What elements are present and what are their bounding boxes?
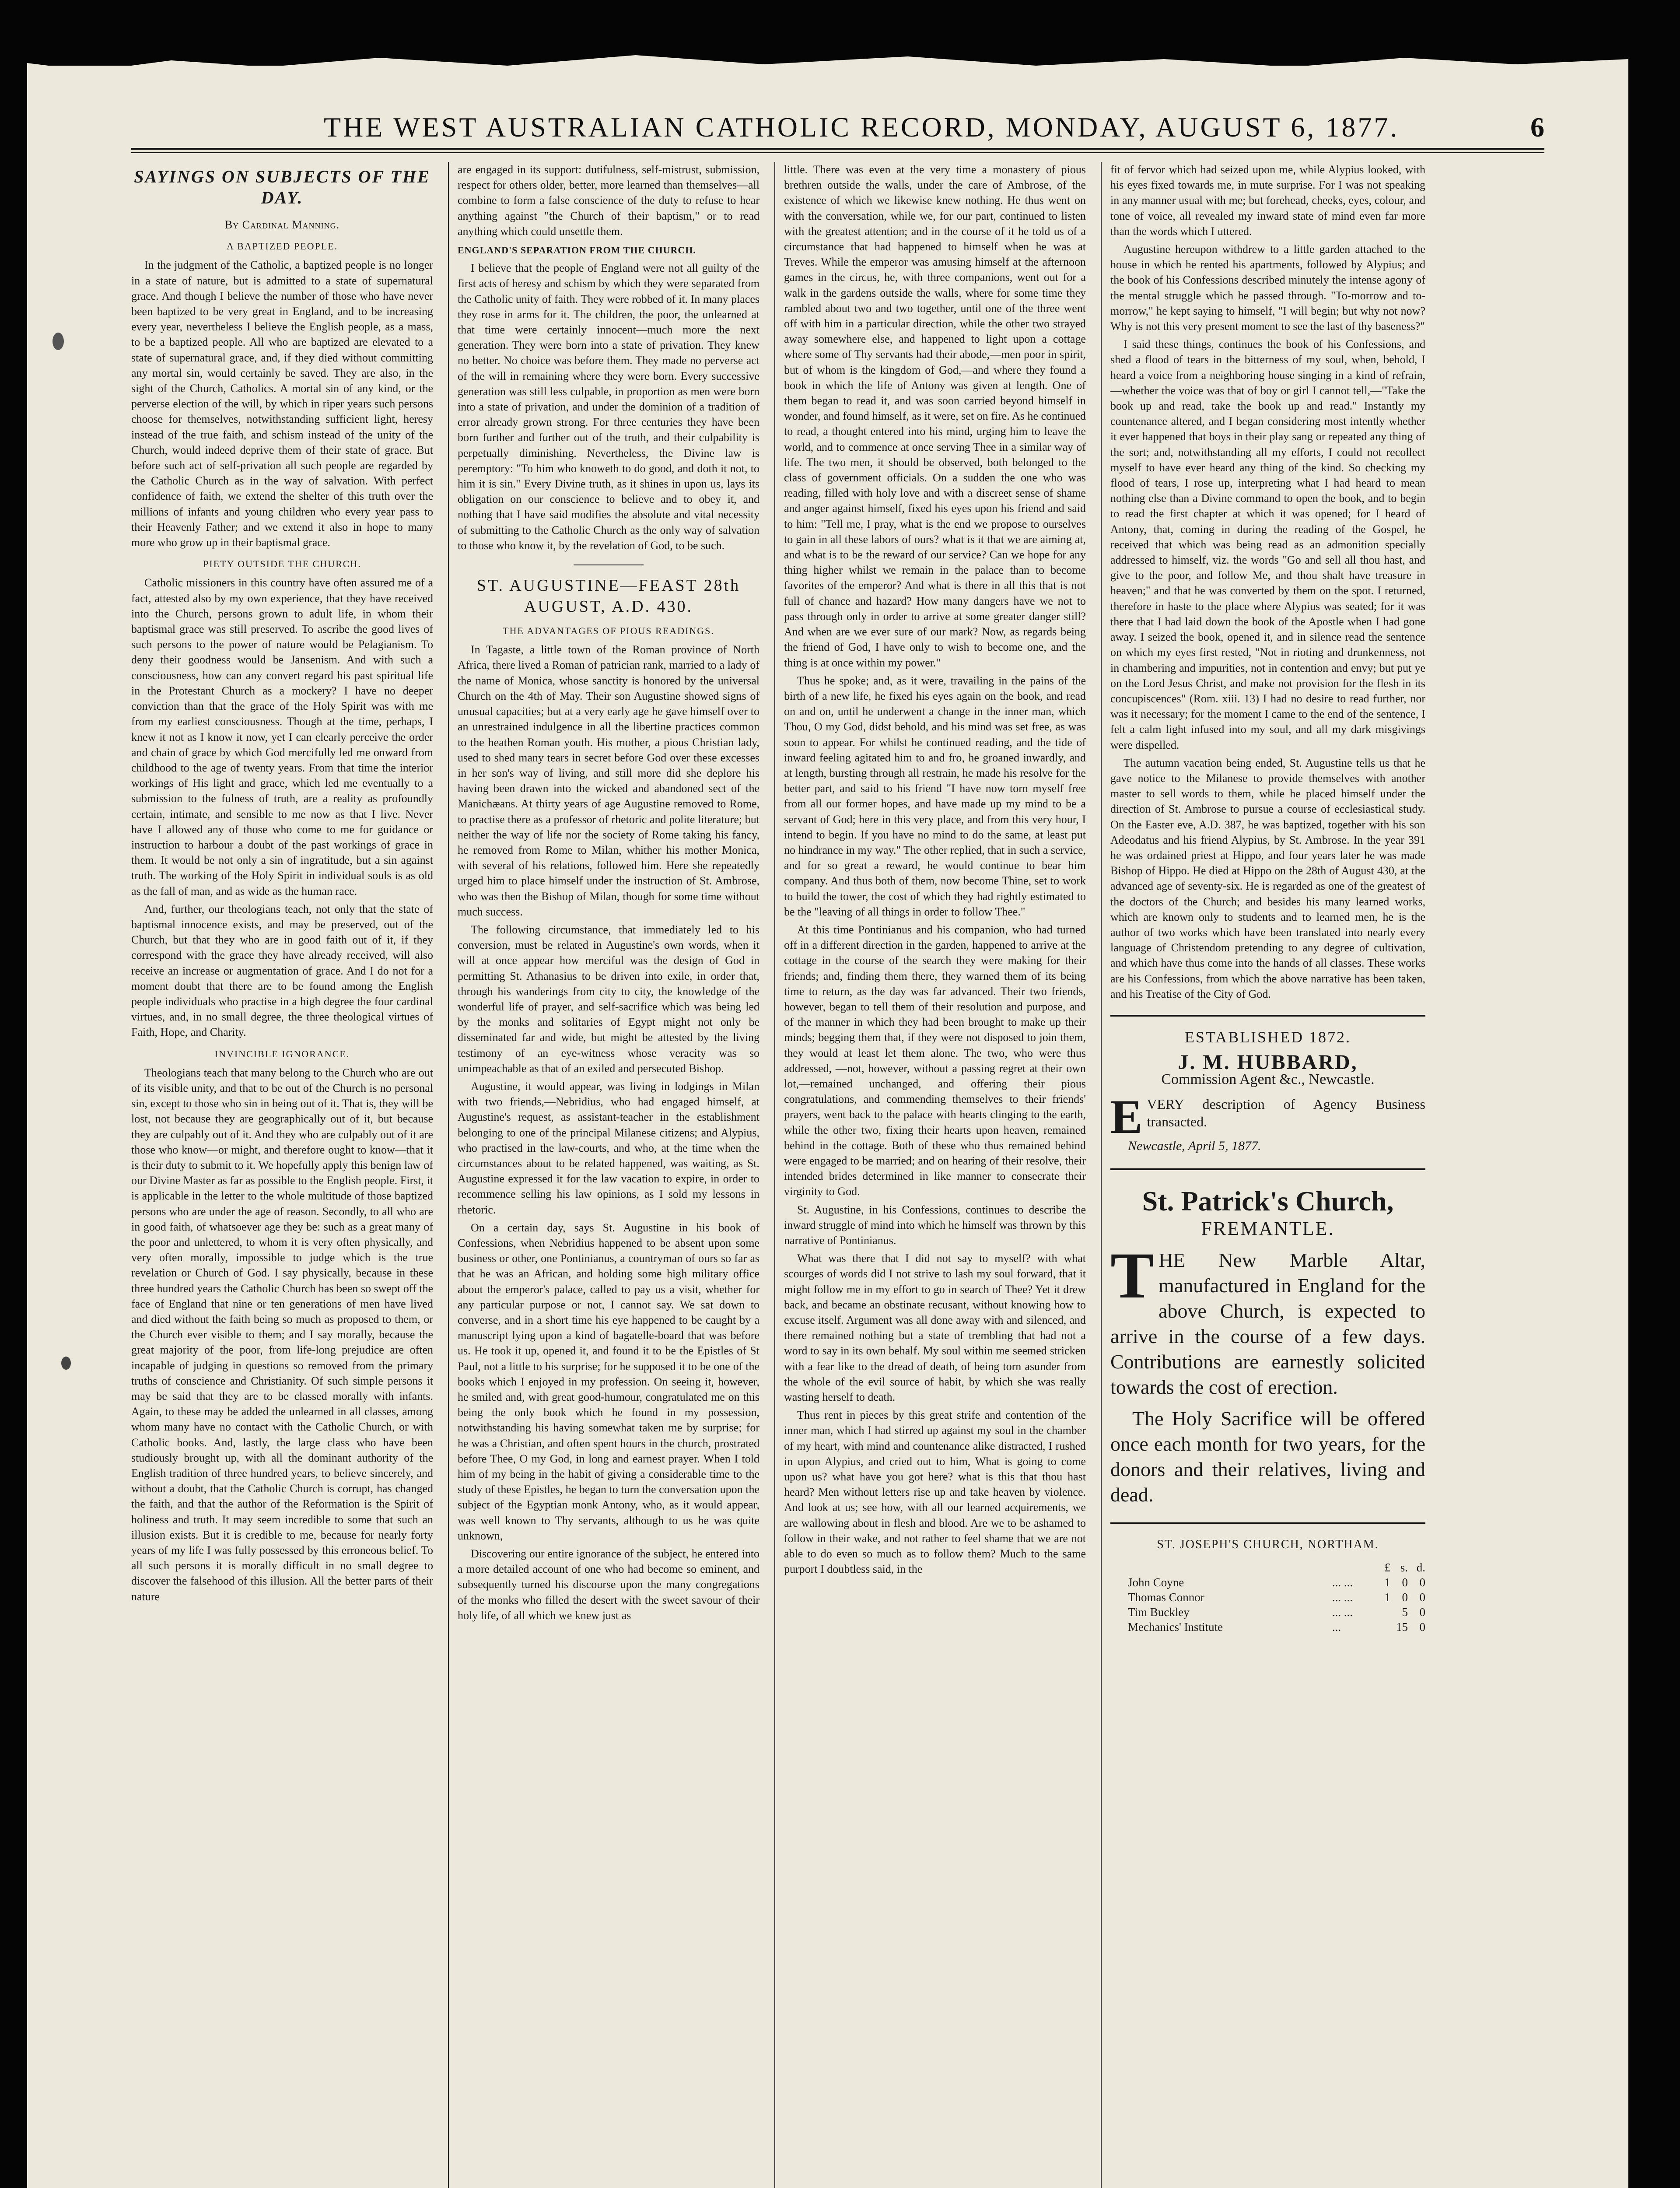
paragraph: In the judgment of the Catholic, a baptized people is no longer in a state of nature, but is admitted to a state of supernatural grace. And though I believe the number of those who have never been baptized to be very great in England, and to be increasing every year, nevertheless I believe the English people, as a mass, to be a baptized people. All who are baptized are elevated to a state of supernatural grace, and, if they died without committing any mortal sin, would certainly be saved. They are also, in the sight of the Church, Catholics. A mortal sin of any kind, or the perverse election of the will, by which in riper years such persons choose for themselves, notwithstanding sufficient light, heresy instead of the true faith, and schism instead of the unity of the Church, would indeed deprive them of their state of grace. But before such act of self-privation all such people are regarded by the Catholic Church as in the way of salvation. With perfect confidence of faith, we extend the shelter of this truth over the millions of infants and young children who every year pass to their Heavenly Father; and we extend it also in hope to many more who grow up in their baptismal grace.: [131, 259, 433, 549]
page-number: 6: [1530, 112, 1544, 143]
drop-cap: T: [1110, 1239, 1155, 1312]
advert-name: J. M. HUBBARD,: [1178, 1051, 1358, 1074]
article-heading: ST. AUGUSTINE—FEAST 28th AUGUST, A.D. 430.: [476, 576, 741, 616]
paragraph: Catholic missioners in this country have often assured me of a fact, attested also by my own experience, that they have received into the Church, persons grown to adult life, in whom their baptismal grace was still preserved. To ascribe the good lives of such persons to the power of nature would be Pelagianism. To deny their goodness would be Jansenism. And with such a consciousness, how can any convert regard his past spiritual life in the Protestant Church as a mockery? I have no deeper conviction than that the grace of the Holy Spirit was with me from my earliest consciousness. Though at the time, perhaps, I knew it not as I know it now, yet I can clearly perceive the order and chain of grace by which God mercifully led me onward from childhood to the age of twenty years. From that time the interior workings of His light and grace, which led me eventually to a submission to the fulness of truth, are a reality as profoundly certain, intimate, and sensible to me now as that I live. Never have I allowed any of those who come to me for guidance or instruction to harbour a doubt of the past workings of grace in them. It would be not only a sin of ingratitude, but a sin against truth. The working of the Holy Spirit in individual souls is as old as the fall of man, and as wide as the human race.: [131, 576, 433, 898]
section-title: INVINCIBLE IGNORANCE.: [214, 1048, 350, 1059]
section-title: PIETY OUTSIDE THE CHURCH.: [203, 558, 361, 570]
masthead-title: THE WEST AUSTRALIAN CATHOLIC RECORD, MONDAY, AUGUST 6, 1877.: [324, 112, 1400, 143]
paragraph: Discovering our entire ignorance of the subject, he entered into a more detailed account of one who had become so eminent, and subsequently turned his discourse upon the many congregations of the monks who filled the desert with the sweet savour of their holy life, of all which we knew just as: [458, 1547, 760, 1622]
masthead: [131, 105, 1544, 153]
byline: By Cardinal Manning.: [224, 218, 340, 231]
advert-trade: Commission Agent &c., Newcastle.: [1161, 1071, 1375, 1088]
paragraph: I believe that the people of England were not all guilty of the first acts of heresy and schism by which they were separated from the Catholic unity of faith. They were robbed of it. In many places they rose in arms for it. The children, the poor, the unlearned at that time were certainly innocent—much more the next generation. They were born into a state of privation. They knew no better. No choice was before them. They made no perverse act of the will in remaining where they were born. Every successive generation was still less culpable, in proportion as men were born into a state of privation, and under the dominion of a tradition of error already grown strong. For three centuries they have been born further and further out of the truth, and their culpability is perpetually diminishing. Nevertheless, the Divine law is peremptory: "To him who knoweth to do good, and doth it not, to him it is sin." Every Divine truth, as it shines in upon us, lays its obligation on our conscience to believe and to obey it, and nothing that I have said modifies the absolute and vital necessity of submitting to the Catholic Church as the only way of salvation to those who know it, by the revelation of God, to be such.: [458, 262, 760, 552]
paragraph: What was there that I did not say to myself? with what scourges of words did I not strive to lash my soul forward, that it might follow me in my effort to go in search of Thee? Yet it drew back, and became an obstinate recusant, without knowing how to excuse itself. Argument was all done away with and silenced, and there remained nothing but a state of trembling that had not a word to say in its own behalf. My soul within me seemed stricken with a fear like to the dread of death, of being torn asunder from the whole of the evil source of habit, by which she was really wasting herself to death.: [784, 1252, 1086, 1404]
advert-rule: [1110, 1168, 1425, 1170]
column-1: [131, 162, 433, 2188]
table-row: Mechanics' Institute ... 15 0: [1128, 1620, 1425, 1634]
paragraph: The autumn vacation being ended, St. Augustine tells us that he gave notice to the Milanese to provide themselves with another master to sell words to them, while he placed himself under the direction of St. Ambrose to pursue a course of ecclesiastical study. On the Easter eve, A.D. 387, he was baptized, together with his son Adeodatus and his friend Alypius, by St. Ambrose. In the year 391 he was ordained priest at Hippo, and four years later he was made Bishop of Hippo. He died at Hippo on the 28th of August 430, at the advanced age of seventy-six. He is regarded as one of the greatest of the doctors of the Church; and besides his many learned works, which are known only to students and to learned men, he is the author of two works which have been translated into nearly every language of Christendom pretending to any degree of cultivation, and which have thus come into the hands of all classes. These works are his Confessions, from which the above narrative has been taken, and his Treatise of the City of God.: [1110, 756, 1425, 1000]
column-divider: [448, 162, 449, 2188]
church-text-2: The Holy Sacrifice will be offered once each month for two years, for the donors and their relatives, living and dead.: [1110, 1407, 1425, 1506]
paragraph: On a certain day, says St. Augustine in his book of Confessions, when Nebridius happened to be absent upon some business or other, one Pontinianus, a countryman of ours so far as that he was an African, and holding some high military office about the emperor's palace, called to pay us a visit, whether for any particular purpose or not, I cannot say. We sat down to converse, and in a short time his eye happened to be caught by a manuscript lying upon a kind of bagatelle-board that was before us. He took it up, opened it, and found it to be the Epistles of St Paul, not a little to his surprise; for he supposed it to be one of the books which I enjoyed in my profession. On seeing it, however, he smiled and, with great good-humour, congratulated me on this being the only book which he found in my possession, notwithstanding his having somewhat taken me by surprise; for he was a Christian, and often spent hours in the church, prostrated before Thee, O my God, in long and earnest prayer. When I told him of my being in the habit of giving a considerable time to the study of these Epistles, he began to turn the conversation upon the subject of the Egyptian monk Antony, who, as it would appear, was well known to Thy servants, although to us he was quite unknown,: [458, 1221, 760, 1542]
advert-dateline: Newcastle, April 5, 1877.: [1128, 1138, 1261, 1153]
paragraph: At this time Pontinianus and his companion, who had turned off in a different direction in the garden, happened to arrive at the cottage in the course of the search they were making for their friends; and, finding them there, they warned them of its being time to return, as the day was far advanced. Their two friends, however, began to tell them of their resolution and purpose, and of the manner in which they had been brought to make up their minds; begging them that, if they were not disposed to join them, they would at least let them alone. The two, who were thus addressed, —not, however, without a passing regret at their own lot,—remained unchanged, and offering their pious congratulations, and commending themselves to their friends' prayers, went back to the palace with hearts clinging to the earth, while the other two, fixing their hearts upon heaven, remained behind in the cottage. Both of these who thus remained behind were engaged to be married; and on hearing of their resolve, their intended brides determined in like manner to consecrate their virginity to God.: [784, 923, 1086, 1198]
column-3: [784, 162, 1086, 2188]
church-text: HE New Marble Altar, manufactured in England for the above Church, is expected to arrive in the course of a few days. Contributions are earnestly solicited towards the cost of erection.: [1110, 1248, 1425, 1398]
ink-speck: [52, 333, 64, 350]
section-title: A BAPTIZED PEOPLE.: [226, 241, 338, 252]
column-4: [1110, 162, 1425, 2188]
paragraph: are engaged in its support: dutifulness, self-mistrust, submission, respect for others older, better, more learned than themselves—all combine to form a false conscience of the duty to refuse to hear anything against "the Church of their baptism," or to read anything which could unsettle them.: [458, 163, 760, 238]
church-notice: [1110, 1239, 1425, 1400]
section-title: ENGLAND'S SEPARATION FROM THE CHURCH.: [458, 245, 696, 256]
st-patricks-advert: [1110, 1185, 1425, 1508]
paragraph: Thus he spoke; and, as it were, travailing in the pains of the birth of a new life, he fixed his eyes again on the book, and read on and on, until he underwent a change in the inner man, which Thou, O my God, didst behold, and his mind was set free, as was soon to appear. For whilst he continued reading, and the tide of inward feeling agitated him to and fro, he groaned inwardly, and at length, bursting through all restrain, he made his resolve for the better part, and said to his friend "I have now torn myself free from all our former hopes, and have made up my mind to be a servant of God; here in this very place, and from this very hour, I intend to begin. If you have no mind to do the same, at least put no hindrance in my way." The other replied, that in such a service, and for so great a reward, he would continue to bear him company. And thus both of them, now become Thine, set to work to build the tower, the cost of which they had rightly estimated to be the "leaving of all things in order to follow Thee.": [784, 674, 1086, 918]
subscription-list: [1110, 1537, 1425, 1634]
advert-text: VERY description of Agency Business transacted.: [1147, 1096, 1425, 1129]
paragraph: The following circumstance, that immediately led to his conversion, must be related in Augustine's own words, when it will at once appear how merciful was the design of God in permitting St. Athanasius to be driven into exile, in order that, through his wanderings from city to city, the knowledge of the wonderful life of prayer, and self-sacrifice which was being led by the monks and solitaries of Egypt might not only be disseminated far and wide, but might be attested by the living testimony of an eye-witness whose veracity was so unimpeachable as that of an exiled and persecuted Bishop.: [458, 923, 760, 1075]
advert-rule: [1110, 1522, 1425, 1524]
table-header: £ s. d.: [1384, 1561, 1425, 1574]
paragraph: And, further, our theologians teach, not only that the state of baptismal innocence exists, and may be preserved, out of the Church, but that they who are in good faith out of it, if they correspond with the grace they have already received, will also receive an increase or augmentation of grace. And I do not for a moment doubt that there are to be found among the English people individuals who practise in a high degree the four cardinal virtues, and, in no small degree, the three theological virtues of Faith, Hope, and Charity.: [131, 902, 433, 1039]
paragraph: St. Augustine, in his Confessions, continues to describe the inward struggle of mind into which he himself was thrown by this narrative of Pontinianus.: [784, 1203, 1086, 1247]
hubbard-advert: [1110, 1030, 1425, 1154]
table-row: Thomas Connor ... ... 1 0 0: [1128, 1591, 1425, 1604]
ink-speck: [61, 1357, 71, 1370]
table-row: Tim Buckley ... ... 5 0: [1128, 1606, 1425, 1619]
paragraph: Augustine hereupon withdrew to a little garden attached to the house in which he rented his apartments, followed by Alypius; and the book of his Confessions described minutely the intense agony of the mental struggle which he passed through. "To-morrow and to-morrow," he kept saying to himself, "I will begin; but why not now? Why is not this very present moment to see the last of thy baseness?": [1110, 243, 1425, 333]
church-place: FREMANTLE.: [1201, 1217, 1335, 1239]
paragraph: little. There was even at the very time a monastery of pious brethren outside the walls, under the care of Ambrose, of the existence of which we likewise knew nothing. He thus went on with the conversation, while we, for our part, continued to listen with the greatest attention; and in the course of it he told us of a circumstance that had happened to himself when he was at Treves. While the emperor was amusing himself at the afternoon games in the circus, he, with three companions, went out for a walk in the gardens outside the walls, where for some time they rambled about two and two together, until one of the three went off with him in a particular direction, while the other two strayed away somewhere else, and happened to light upon a cottage where some of Thy servants had their abode,—men poor in spirit, but of whom is the kingdom of God,—and where they found a book in which the life of Antony was given at length. One of them began to read it, and was soon carried beyond himself in wonder, and found himself, as it were, set on fire. As he continued to read, a thought entered into his mind, urging him to leave the world, and to commence at once serving Thee in a similar way of life. The two men, it should be observed, both belonged to the class of government officials. On a sudden the one who was reading, filled with holy love and with a discreet sense of shame and anger against himself, fixed his eyes upon his friend and said to him: "Tell me, I pray, what is the end we propose to ourselves to gain in all these labors of ours? what is it that we are aiming at, and what is to be the reward of our service? Can we hope for any thing higher whilst we remain in the palace than to become favorites of the emperor? And what is there in all this that is not full of chance and hazard? How many dangers have we not to pass through only in order to arrive at some greater danger still? And when are we ever sure of our mark? Now, as regards being the friend of God, I have only to wish to become one, and the thing is at once within my power.": [784, 163, 1086, 669]
church-title: St. Patrick's Church,: [1142, 1185, 1394, 1217]
column-divider: [774, 162, 775, 2188]
article-subheading: THE ADVANTAGES OF PIOUS READINGS.: [503, 625, 714, 637]
paragraph: fit of fervor which had seized upon me, while Alypius looked, with his eyes fixed towards me, in mute surprise. For I was not speaking in any manner usual with me; but forehead, cheeks, eyes, colour, and tone of voice, all revealed my inward state of mind even far more than the words which I uttered.: [1110, 163, 1425, 238]
paragraph: Augustine, it would appear, was living in lodgings in Milan with two friends,—Nebridius, who had engaged himself, at Augustine's request, as assistant-teacher in the establishment belonging to one of the principal Milanese citizens; and Alypius, who practised in the law-courts, and who, at the time when the circumstances about to be related happened, was waiting, as St. Augustine expressed it for the law vacation to expire, in order to recommence selling his law opinions, as I sold my lessons in rhetoric.: [458, 1080, 760, 1216]
paragraph: In Tagaste, a little town of the Roman province of North Africa, there lived a Roman of patrician rank, married to a lady of the name of Monica, whose sanctity is honored by the universal Church on the 4th of May. Their son Augustine showed signs of unusual capacities; but at a very early age he gave himself over to an unrestrained indulgence in all the libertine practices common to the heathen Roman youth. His mother, a pious Christian lady, used to shed many tears in secret before God over these excesses in her son's way of living, and still more did she deplore his having been drawn into the wicked and abandoned sect of the Manichæans. At thirty years of age Augustine removed to Rome, to practise there as a professor of rhetoric and polite literature; but neither the way of life nor the society of Rome taking his fancy, he removed from Rome to Milan, whither his mother Monica, with several of his relations, followed him. Here she repeatedly urged him to place himself under the instruction of St. Ambrose, who was then the Bishop of Milan, though for some time without much success.: [458, 643, 760, 918]
paragraph: I said these things, continues the book of his Confessions, and shed a flood of tears in the bitterness of my soul, when, behold, I heard a voice from a neighboring house singing in a kind of refrain,—whether the voice was that of boy or girl I cannot tell,—"Take the book up and read, take the book up and read." Instantly my countenance altered, and I began considering most intently whether it ever happened that boys in their play sang or repeated any thing of the sort; and, notwithstanding all my efforts, I could not recollect myself to have ever heard any thing of the kind. So checking my flood of tears, I rose up, interpreting what I had heard to mean nothing else than a Divine command to open the book, and to begin to read the first chapter at which it was opened; for I heard of Antony, that, coming in during the reading of the Gospel, he received that which was being read as an admonition specially addressed to himself, viz. the words "Go and sell all thou hast, and give to the poor, and follow Me, and thou shalt have treasure in heaven;" and that he was converted by them on the spot. I returned, therefore in haste to the place where Alypius was seated; for it was there that I had laid down the book of the Apostle when I had gone away. I seized the book, opened it, and in silence read the sentence on which my eyes first rested, "Not in rioting and drunkenness, not in chambering and impurities, not in contention and envy; but put ye on the Lord Jesus Christ, and make not provision for the flesh in its concupiscences" (Rom. xiii. 13) I had no desire to read further, nor was it necessary; for the moment I came to the end of the sentence, I felt a calm light infused into my soul, and all my dark misgivings were dispelled.: [1110, 338, 1425, 751]
subscription-title: ST. JOSEPH'S CHURCH, NORTHAM.: [1157, 1537, 1379, 1551]
advert-rule: [1110, 1015, 1425, 1017]
paragraph: Theologians teach that many belong to the Church who are out of its visible unity, and that to be out of the Church is no personal sin, except to those who sin in being out of it. That is, they will be lost, not because they are geographically out of it, but because they are culpably out of it. And they who are culpably out of it are those who know—or might, and therefore ought to know—that it is their duty to submit to it. We hopefully apply this benign law of our Divine Master as far as possible to the English people. First, it is applicable in the letter to the whole multitude of those baptized persons who are under the age of reason. Secondly, to all who are in good faith, of whatsoever age they be: such as a great many of the poor and unlettered, to whom it is very often physically, and very often morally, impossible to judge which is the true revelation or Church of God. I say physically, because in these three hundred years the Catholic Church has been so swept off the face of England that nine or ten generations of men have lived and died without the faith being so much as proposed to them, or the Church ever visible to them; and I say morally, because the great majority of the poor, from life-long prejudice are often incapable of judging in questions so removed from the primary truths of conscience and Christianity. Of such simple persons it may be said that they are to be classed morally with infants. Again, to these may be added the unlearned in all classes, among whom many have no contact with the Catholic Church, or with Catholic books. And, lastly, the large class who have been studiously brought up, with all the dominant authority of the English tradition of three hundred years, to believe sincerely, and without a doubt, that the Catholic Church is corrupt, has changed the faith, and that the author of the Reformation is the Spirit of holiness and truth. It may seem incredible to some that such an illusion exists. But it is credible to me, because for nearly forty years of my life I was fully possessed by this erroneous belief. To all such persons it is morally difficult in no small degree to discover the falsehood of this illusion. All the better parts of their nature: [131, 1066, 433, 1603]
advert-established: ESTABLISHED 1872.: [1184, 1028, 1351, 1046]
paragraph: Thus rent in pieces by this great strife and contention of the inner man, which I had stirred up against my soul in the chamber of my heart, with mind and countenance alike distracted, I rushed in upon Alypius, and cried out to him, What is going to come upon us? what have you got here? what is this that thou hast heard? Men without letters rise up and take heaven by violence. And look at us; see how, with all our learned acquirements, we are wallowing about in flesh and blood. Are we to be ashamed to follow in their wake, and not rather to feel shame that we are not able to do even so much as to follow them? Much to the same purport I doubtless said, in the: [784, 1409, 1086, 1576]
article-heading: SAYINGS ON SUBJECTS OF THE DAY.: [134, 167, 430, 207]
column-2: [458, 162, 760, 2188]
drop-cap: E: [1110, 1090, 1143, 1143]
subscription-table: [1110, 1560, 1425, 1634]
table-row: John Coyne ... ... 1 0 0: [1128, 1576, 1425, 1589]
advert-body: [1110, 1090, 1425, 1143]
masthead-rule: [131, 148, 1544, 153]
column-divider: [1101, 162, 1102, 2188]
